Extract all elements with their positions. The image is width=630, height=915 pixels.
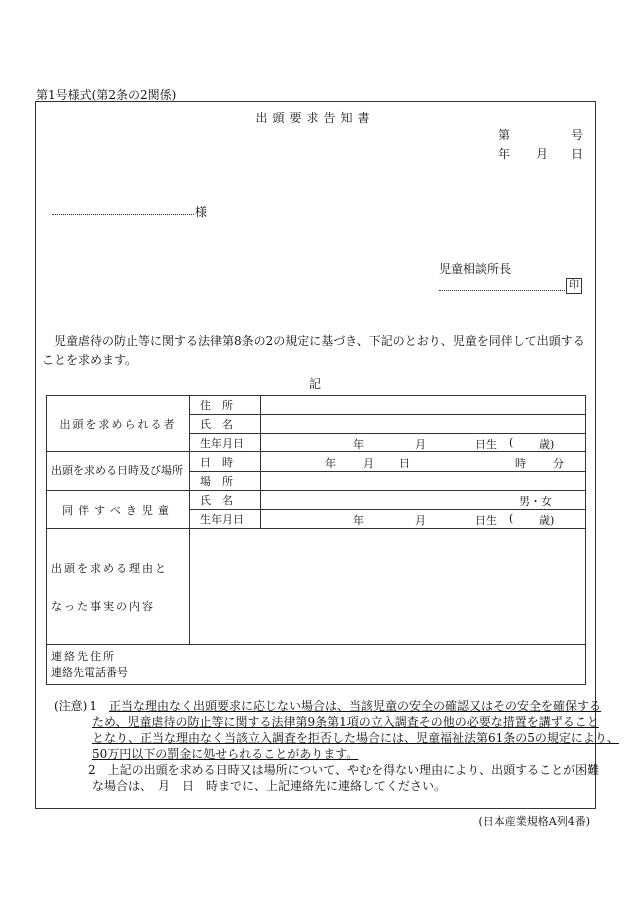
child-age-label: 歳)	[539, 514, 555, 527]
age-label: 歳)	[539, 438, 555, 451]
seal-mark: 印	[566, 278, 582, 294]
age-open: (	[509, 436, 514, 449]
child-birth-month: 月	[415, 514, 426, 527]
name-value	[261, 415, 586, 434]
place-value	[261, 472, 586, 491]
form-label: 第1号様式(第2条の2関係)	[36, 88, 177, 102]
note2-line2: な場合は、 月 日 時までに、上記連絡先に連絡してください。	[92, 779, 447, 793]
person-header: 出頭を求められる者	[47, 396, 190, 452]
dt-year: 年	[325, 457, 336, 470]
dt-day: 日	[399, 457, 410, 470]
footer-standard: (日本産業規格A列4番)	[478, 815, 590, 828]
note1-line2: ため、児童虐待の防止等に関する法律第9条第1項の立入調査その他の必要な措置を講ずること	[92, 715, 599, 729]
reason-value	[190, 529, 586, 645]
number-suffix: 号	[571, 128, 584, 142]
address-label: 住 所	[190, 396, 261, 415]
ki-heading: 記	[308, 377, 321, 391]
note1-number: 1	[89, 699, 98, 713]
birth-label: 生年月日	[190, 434, 261, 452]
birth-year: 年	[353, 438, 364, 451]
datetime-value	[261, 452, 586, 472]
note1-line1: 正当な理由なく出頭要求に応じない場合は、当該児童の安全の確認又はその安全を確保する	[109, 699, 602, 713]
child-birth-label: 生年月日	[190, 510, 261, 529]
date-day: 日	[571, 147, 584, 161]
child-birth-value	[261, 510, 586, 529]
reason-header-line1: 出頭を求める理由と	[51, 561, 168, 575]
reason-header-line2: なった事実の内容	[51, 599, 155, 613]
note2-number: 2	[88, 763, 96, 777]
dt-minute: 分	[553, 457, 564, 470]
datetime-header: 出頭を求める日時及び場所	[47, 452, 190, 491]
addressee-suffix: 様	[195, 205, 208, 219]
child-name-value	[261, 491, 586, 510]
date-month: 月	[536, 147, 549, 161]
place-label: 場 所	[190, 472, 261, 491]
info-table	[46, 395, 586, 685]
body-text: 児童虐待の防止等に関する法律第8条の2の規定に基づき、下記のとおり、児童を同伴して出頭することを求めます。	[42, 334, 585, 367]
reason-header	[47, 529, 190, 645]
contact-cell	[47, 645, 586, 685]
sender-line	[439, 290, 565, 291]
date-year: 年	[498, 147, 511, 161]
child-header: 同伴すべき児童	[47, 491, 190, 529]
addressee-line	[52, 214, 194, 215]
note2-line1: 上記の出頭を求める日時又は場所について、やむを得ない理由により、出頭することが困難	[107, 763, 600, 777]
note1-line4: 50万円以下の罰金に処せられることがあります。	[92, 747, 359, 761]
document-title: 出頭要求告知書	[255, 111, 375, 125]
notes-prefix: (注意)	[54, 699, 88, 713]
notes	[54, 698, 619, 794]
datetime-label: 日 時	[190, 452, 261, 472]
contact-address-label: 連絡先住所	[51, 649, 116, 663]
child-age-open: (	[509, 512, 514, 525]
child-birth-day: 日生	[475, 514, 497, 527]
number-prefix: 第	[498, 128, 511, 142]
note1-line3: となり、正当な理由なく当該立入調査を拒否した場合には、児童福祉法第61条の5の規定により、	[92, 731, 619, 745]
child-name-label: 氏 名	[190, 491, 261, 510]
dt-month: 月	[363, 457, 374, 470]
child-birth-year: 年	[353, 514, 364, 527]
gender-options: 男・女	[519, 495, 552, 508]
address-value	[261, 396, 586, 415]
birth-day: 日生	[475, 438, 497, 451]
dt-hour: 時	[515, 457, 526, 470]
birth-month: 月	[415, 438, 426, 451]
birth-value	[261, 434, 586, 452]
contact-phone-label: 連絡先電話番号	[51, 665, 128, 679]
name-label: 氏 名	[190, 415, 261, 434]
sender-title: 児童相談所長	[439, 262, 512, 276]
